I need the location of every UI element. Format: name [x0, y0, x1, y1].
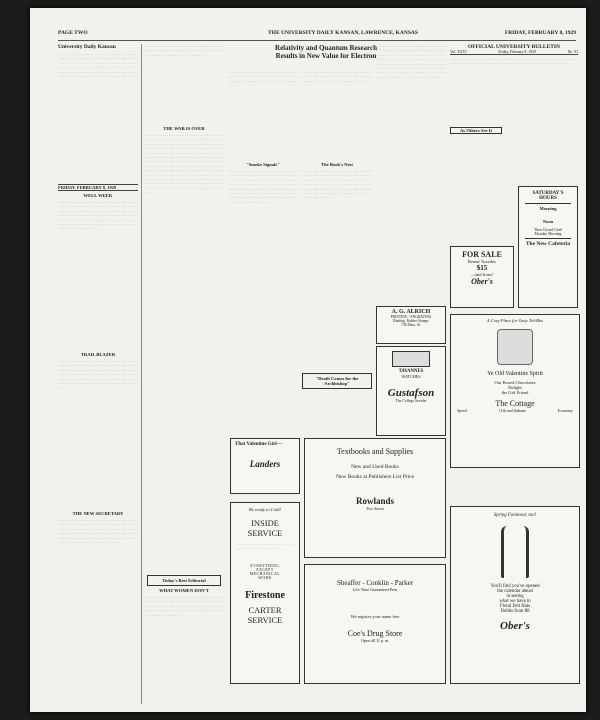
cafeteria-morning: Morning	[539, 206, 557, 211]
best-editorial-heading: Today's Best Editorial	[162, 578, 206, 583]
obers-logo: Ober's	[471, 277, 493, 286]
firestone-item-4: WORK	[258, 576, 272, 580]
editorial-heading-3: THE NEW SECRETARY	[72, 511, 124, 516]
landers-logo: Landers	[249, 459, 281, 469]
cottage-economy: Economy	[557, 408, 573, 413]
bulletin-title: OFFICIAL UNIVERSITY BULLETIN	[467, 44, 561, 50]
cafeteria-ad	[518, 186, 578, 308]
smoke-signals-heading: "Smoke Signals"	[246, 162, 280, 167]
carter-service: SERVICE	[247, 615, 283, 625]
for-sale-ad	[450, 246, 514, 308]
headline-line-1: Relativity and Quantum Research	[275, 44, 377, 52]
others-see-box: As Others See It	[450, 127, 502, 134]
watch-icon	[392, 351, 430, 367]
coes-sub: Life-Time Guaranteed Pens	[352, 587, 398, 592]
archbishop-title: "Death Comes for the Archbishop"	[315, 376, 359, 386]
cafeteria-line1: SATURDAY'S	[532, 191, 564, 196]
page-number: PAGE TWO	[58, 30, 88, 36]
cafeteria-name: The New Cafeteria	[525, 241, 571, 247]
cottage-tagline: A Cozy Place for Tasty Tid-Bits	[486, 318, 544, 323]
firestone-ad: Be ready to Cold! INSIDE SERVICE . . . . . . . . . . . . . . . . . . . . . . . . . . . . . . . . . . . . . . . . . . . . . . . . . . . . . . EVERYTHING EXCEPT MECHANICAL WORK Firestone CARTER SERVICE	[230, 502, 300, 684]
spring-line2: the calendar ahead	[497, 589, 533, 594]
page-header	[58, 26, 576, 41]
gustafson-tag: The College Jeweler	[395, 399, 427, 403]
bulletin-date: Friday, February 8, 1929	[498, 50, 536, 54]
spring-line4: what we have in	[499, 599, 531, 604]
textbooks-line2: New Books at Publishers List Price	[335, 474, 415, 480]
spring-line3: in seeing	[506, 594, 524, 599]
alrich-line2: Binding, Rubber Stamps	[393, 319, 429, 323]
spring-footwear-ad	[450, 506, 580, 684]
cafeteria-noon: Noon	[542, 219, 554, 224]
valentine-line2: Delight	[508, 385, 522, 390]
coes-name: Coe's Drug Store	[347, 629, 403, 638]
header-date: FRIDAY, FEBRUARY 8, 1929	[504, 30, 576, 36]
editorial-text-3: . . . . . . . . . . . . . . . . . . . . . . . . . . . . . . . . . . . . . . . . . . . . . . . . . . . . . . . . . . . . . . . . . . . . . . . . . . . . . . . . . . . . . . . . . . . . . . . . . . . . . . . . . . . . . . . . . . . . . . . . . . . . . . . . . . . . . . . . . . . . . . . . . . . . . . . . . . . . . . . . . . . . . . . . . . . . . . . . . . . . . . . . . . . . . . . . . . . . . . . . . . . . . . . . . . . . . . . . . . . . . . . . . . . . . . . . . . . . . . . . . . . . . . . . . . . . . . . . . . . .	[58, 518, 138, 545]
official-bulletin: OFFICIAL UNIVERSITY BULLETIN Vol. XXVI Friday, February 8, 1929 No. 91 . . . . . . . . . . . . . . . . . . . . . . . . . . . . . . . . . . . . . . . . . . . . . . . . . . . . . . . . . . . . . . . . . . . . . . . . . . . . . . . . . . . . . . . . . . . . . . . . . . . . . . . . . . . . . . . . . . . . . . . . . . . . . . . . . . . . . . . . . As Others See It	[450, 44, 578, 133]
gustafson-logo: Gustafson	[387, 387, 435, 399]
tavannes-name: TAVANNES	[398, 369, 424, 374]
for-sale-price: $15	[476, 264, 488, 272]
textbooks-ad	[304, 438, 446, 558]
coes-ad	[304, 564, 446, 684]
landers-line: That Valentine Girl—	[235, 442, 282, 447]
textbooks-title: Textbooks and Supplies	[336, 447, 414, 456]
editorial-text-1: . . . . . . . . . . . . . . . . . . . . . . . . . . . . . . . . . . . . . . . . . . . . . . . . . . . . . . . . . . . . . . . . . . . . . . . . . . . . . . . . . . . . . . . . . . . . . . . . . . . . . . . . . . . . . . . . . . . . . . . . . . . . . . . . . . . . . . . . . . . . . . . . . . . . . . . . . . . . . . . . . . . . . . . . . . . . . . . . . . . . . . . . . . . . . . . . . . . . . . . . . . . . . . . . . . . . . . . . . . . . . . . . . . . . . . . . . . . . . . . . . . . . . . . . . . . . . . . . . . . . . . . . . . . . . . . . . . . . . . . . . . . . . . . . . .	[58, 200, 138, 231]
spring-title: Spring Footwear, too!	[493, 513, 537, 518]
coes-line: We register your name free	[350, 614, 400, 619]
paper-name: THE UNIVERSITY DAILY KANSAN, LAWRENCE, KANSAS	[268, 30, 418, 36]
for-sale-sub: Rental Tuxedos	[467, 259, 497, 264]
alrich-line1: PRINTING - ENGRAVING	[390, 315, 432, 319]
archbishop-box	[302, 373, 372, 389]
masthead-title: University Daily Kansan	[58, 44, 116, 50]
alrich-ad	[376, 306, 446, 344]
coes-pens: Sheaffer - Conklin - Parker	[336, 579, 414, 587]
firestone-inside: INSIDE	[251, 518, 279, 528]
newspaper-page	[30, 8, 586, 712]
spring-line1: You'll find you've opened	[490, 584, 540, 589]
editorial-column	[58, 44, 138, 704]
bulletin-vol: Vol. XXVI	[450, 50, 467, 54]
column-three: . . . . . . . . . . . . . . . . . . . . . . . . . . . . . . . . . . . . . . . . . . . . . . . . . . . . . . . . . . . . . . . . . . . . . . . . . . . . . . . . . . . . . . . . . . . . . . . . . . . . . . . . . . . . . . . . . . . . . . . . "Smoke Signals" . . . . . . . . . . . . . . . . . . . . . . . . . . . . . . . . . . . . . . . . . . . . . . . . . . . . . . . . . . . . . . . . . . . . . . . . . . . . . . . . . . . . . . . . . . . . . . . . . . . . . . . . . . . . . . . . . . . . . . . . . . . . . . . . . . . . . . . . . . . . . . . . . . . . . . . . . . . . . . . . . . . . . . . . . . . . . . . . . . . . . . . . . . . . . . . . . . . . . . . . . . . . . . . . . . . . . . . . . . . . . . . . . . . . . . . . . . . . . . . . . . . . . . . . . . . . . . . . . . . . . . . . . . . . . . . . . . . . . . . . . . . . . . . . . . . . . . . .	[228, 70, 298, 204]
landers-ad	[230, 438, 300, 494]
gustafson-ad	[376, 346, 446, 436]
obers-logo-2: Ober's	[500, 620, 530, 632]
alrich-name: A. G. ALRICH	[391, 309, 431, 315]
firestone-logo: Firestone	[245, 590, 285, 601]
column-two: . . . . . . . . . . . . . . . . . . . . . . . . . . . . . . . . . . . . . . . . . . . . . . . . . . . . . . . . . . . . . . . . . . . . . . . . . . . . . . . . . . . . . . . . . . . . . . . . . . . . . . . . . . . . . . . . . . . . . . THE WAR IS OVER . . . . . . . . . . . . . . . . . . . . . . . . . . . . . . . . . . . . . . . . . . . . . . . . . . . . . . . . . . . . . . . . . . . . . . . . . . . . . . . . . . . . . . . . . . . . . . . . . . . . . . . . . . . . . . . . . . . . . . . . . . . . . . . . . . . . . . . . . . . . . . . . . . . . . . . . . . . . . . . . . . . . . . . . . . . . . . . . . . . . . . . . . . . . . . . . . . . . . . . . . . . . . . . . . . . . . . . . . . . . . . . . . . . . . . . . . . . . . . . . . . . . . . . . . . . . . . . . . . . . . . . . . . . . . . . . . . . . . . . . . . . . . . . . . . . . . . . . . . . . . . . . . . . . . . . . . . . . . . . . . . . . . . . . . . . . . . . . . . . . . . . . . . . . . . . . . . . . . . . . . . . . . . . . . . . . . . . . . . . . . . . . . . . . . . . . . . . . . . . . . . . . . . . . . . . . . . . . . . . . . . . . . . . . . . . . . . . . . . . . . . . . . . . . . . . . . . . . . . . . . . . . . . . . . . . . . . . . . . . . . . . . . . . . . . . . . . . . . . . . . . . . . . . . . . . . . . . . . . . . . . . . . . . . . . . . . . . . . . . . . . . . . . . . . . . . . . . . . . . . . . Today's Best Editorial WHAT WOMEN DON'T . . . . . . . . . . . . . . . . . . . . . . . . . . . . . . . . . . . . . . . . . . . . . . . . . . . . . . . . . . . . . . . . . . . . . . . . . . . . . . . . . . . . . . . . . . . . . . . . . . . . . . . . . . . . . . . . . . . . . . . . . . . . . . . . . . . . . . . . . . . . . . . . . . . . . . . . . . . . . . . . . . . . . . . . . . . . . . . . . . . . . . . . . . . . . . . .	[145, 44, 223, 617]
coes-hours: Open till 11 p. m.	[360, 638, 390, 643]
valentine-line1: Our Boxed Chocolates	[494, 380, 536, 385]
firestone-item-1: EVERYTHING	[250, 564, 280, 568]
cafeteria-monday: Monday Morning	[534, 232, 562, 236]
column-rule	[141, 44, 142, 704]
column-four: . . . . . . . . . . . . . . . . . . . . . . . . . . . . . . . . . . . . . . . . . . . . . . . . . . . . . . . . . . . . . . . . . . . . . . . . . . . . . . . . . . . . . . . . . . . . . . . . . . . . . . . . . . . . . . . . . . . . . . . . . The Book's Nest . . . . . . . . . . . . . . . . . . . . . . . . . . . . . . . . . . . . . . . . . . . . . . . . . . . . . . . . . . . . . . . . . . . . . . . . . . . . . . . . . . . . . . . . . . . . . . . . . . . . . . . . . . . . . . . . . . . . . . . . . . . . . . . . . . . . . . . . . . . . . . . . . . . . . . . . . . . . . . . . . . . . . . . . . . . . . . . . . . . . . . . . . . . . . . . . . . . . . . . . . . . . . . . . . . . . . . . . . . . . . . . . . . . . . . . . . . . . . . . . . . . . . . . . . . . "Death Comes for the Archbishop"	[302, 70, 372, 430]
staff-listing: . . . . . . . . . . . . . . . . . . . . . . . . . . . . . . . . . . . . . . . . . . . . . . . . . . . . . . . . . . . . . . . . . . . . . . . . . . . . . . . . . . . . . . . . . . . . . . . . . . . . . . . . . . . . . . . . . . . . . . . . . . . . . . . . . . . . . . . . . . . . . . . . . . . . . . . . . . . . . . . . . . . . . . . . . . . . . . . . . . . . . . . . . . . . . . . . . . . . . . . . . . . . . . . . . . . . . . . . . . . . . . . . . . . . . . . . . . . . . . . . . . . . . . . . . . . . . . . . . . . . . . . . . . . . . . . .	[58, 52, 138, 83]
masthead-date: FRIDAY, FEBRUARY 8, 1929	[58, 184, 138, 191]
editorial-text-2: . . . . . . . . . . . . . . . . . . . . . . . . . . . . . . . . . . . . . . . . . . . . . . . . . . . . . . . . . . . . . . . . . . . . . . . . . . . . . . . . . . . . . . . . . . . . . . . . . . . . . . . . . . . . . . . . . . . . . . . . . . . . . . . . . . . . . . . . . . . . . . . . . . . . . . . . . . . . . . . . . . . . . . . . . . . . . . . . . . . . . . . . . . . . . . . . . . . . . . . . . . . . . . . . . . . . . . . . . . . . . . . . . . . . . . . . . . . . . . . . . . . . . . . . . . . . . . . . . . . . . . . . . . . . . . . . .	[58, 359, 138, 390]
column-five: . . . . . . . . . . . . . . . . . . . . . . . . . . . . . . . . . . . . . . . . . . . . . . . . . . . . . . . . . . . . . . . . . . . . . . . . . . . . . . . . . . . . . . . . . . . . . . . . . . . . . . . . . . . . . . . . . . . . . . . . . . . . . . . . . . . . . . . . . . . . . . . . . . . . . . . . . . . . . . . . . . . . . . . . . . . . . . . . . . . . . . . . . . . . . . . . . . . . . . . . . . . . . . . . . . . . . . . . . . . . . . . . . . . . . . . . . . . . . . . . . . . . . . . . . . . . . . . . . . . . . . . . . . . . . . . . . . . . . . . . . . . . . . . . . . . . . . . . . . . . . . . . . . . .	[376, 44, 446, 79]
firestone-top: Be ready to Cold!	[249, 507, 281, 512]
cottage-speed: Speed	[457, 408, 467, 413]
man-illustration-icon	[501, 526, 529, 578]
cafeteria-line2: HOURS	[539, 196, 557, 201]
firestone-item-2: EXCEPT	[256, 568, 274, 572]
cottage-addr: 11th and Indiana	[498, 408, 526, 413]
cafeteria-closed: Then Closed Until	[533, 228, 563, 232]
rowlands-tag: Two Stores	[365, 506, 385, 511]
bulletin-info	[450, 50, 578, 55]
war-heading: THE WAR IS OVER	[163, 126, 205, 131]
firestone-service: SERVICE	[247, 528, 283, 538]
editorial-heading-1: WELL WEEK	[83, 193, 113, 198]
cottage-ad	[450, 314, 580, 468]
alrich-line3: 736 Mass. St.	[401, 323, 421, 327]
valentine-illustration-icon	[497, 329, 533, 365]
valentine-spirit: Ye Old Valentine Spirit	[487, 371, 543, 377]
carter-name: CARTER	[248, 605, 282, 615]
tavannes-line1: WATCHES	[401, 374, 421, 379]
what-women-heading: WHAT WOMEN DON'T	[159, 588, 209, 593]
rowlands-logo: Rowlands	[355, 496, 394, 506]
cottage-footer	[451, 408, 579, 413]
valentine-line3: the Girl Friend	[501, 390, 529, 395]
textbooks-line1: New and Used Books	[351, 464, 399, 470]
headline-line-2: Results in New Value for Electron	[275, 52, 377, 60]
for-sale-extra: —and Irons!	[470, 272, 494, 277]
book-nook-heading: The Book's Nest	[321, 162, 353, 167]
firestone-item-3: MECHANICAL	[249, 572, 281, 576]
bulletin-no: No. 91	[567, 50, 578, 54]
spring-line5: Floral Felt Hats	[499, 604, 531, 609]
editorial-heading-2: TRAIL BLAZER	[80, 352, 116, 357]
spring-line6: Dobbs from $8	[500, 609, 530, 614]
cottage-name: The Cottage	[495, 399, 535, 408]
for-sale-title: FOR SALE	[462, 250, 502, 259]
best-editorial-box	[147, 575, 221, 586]
